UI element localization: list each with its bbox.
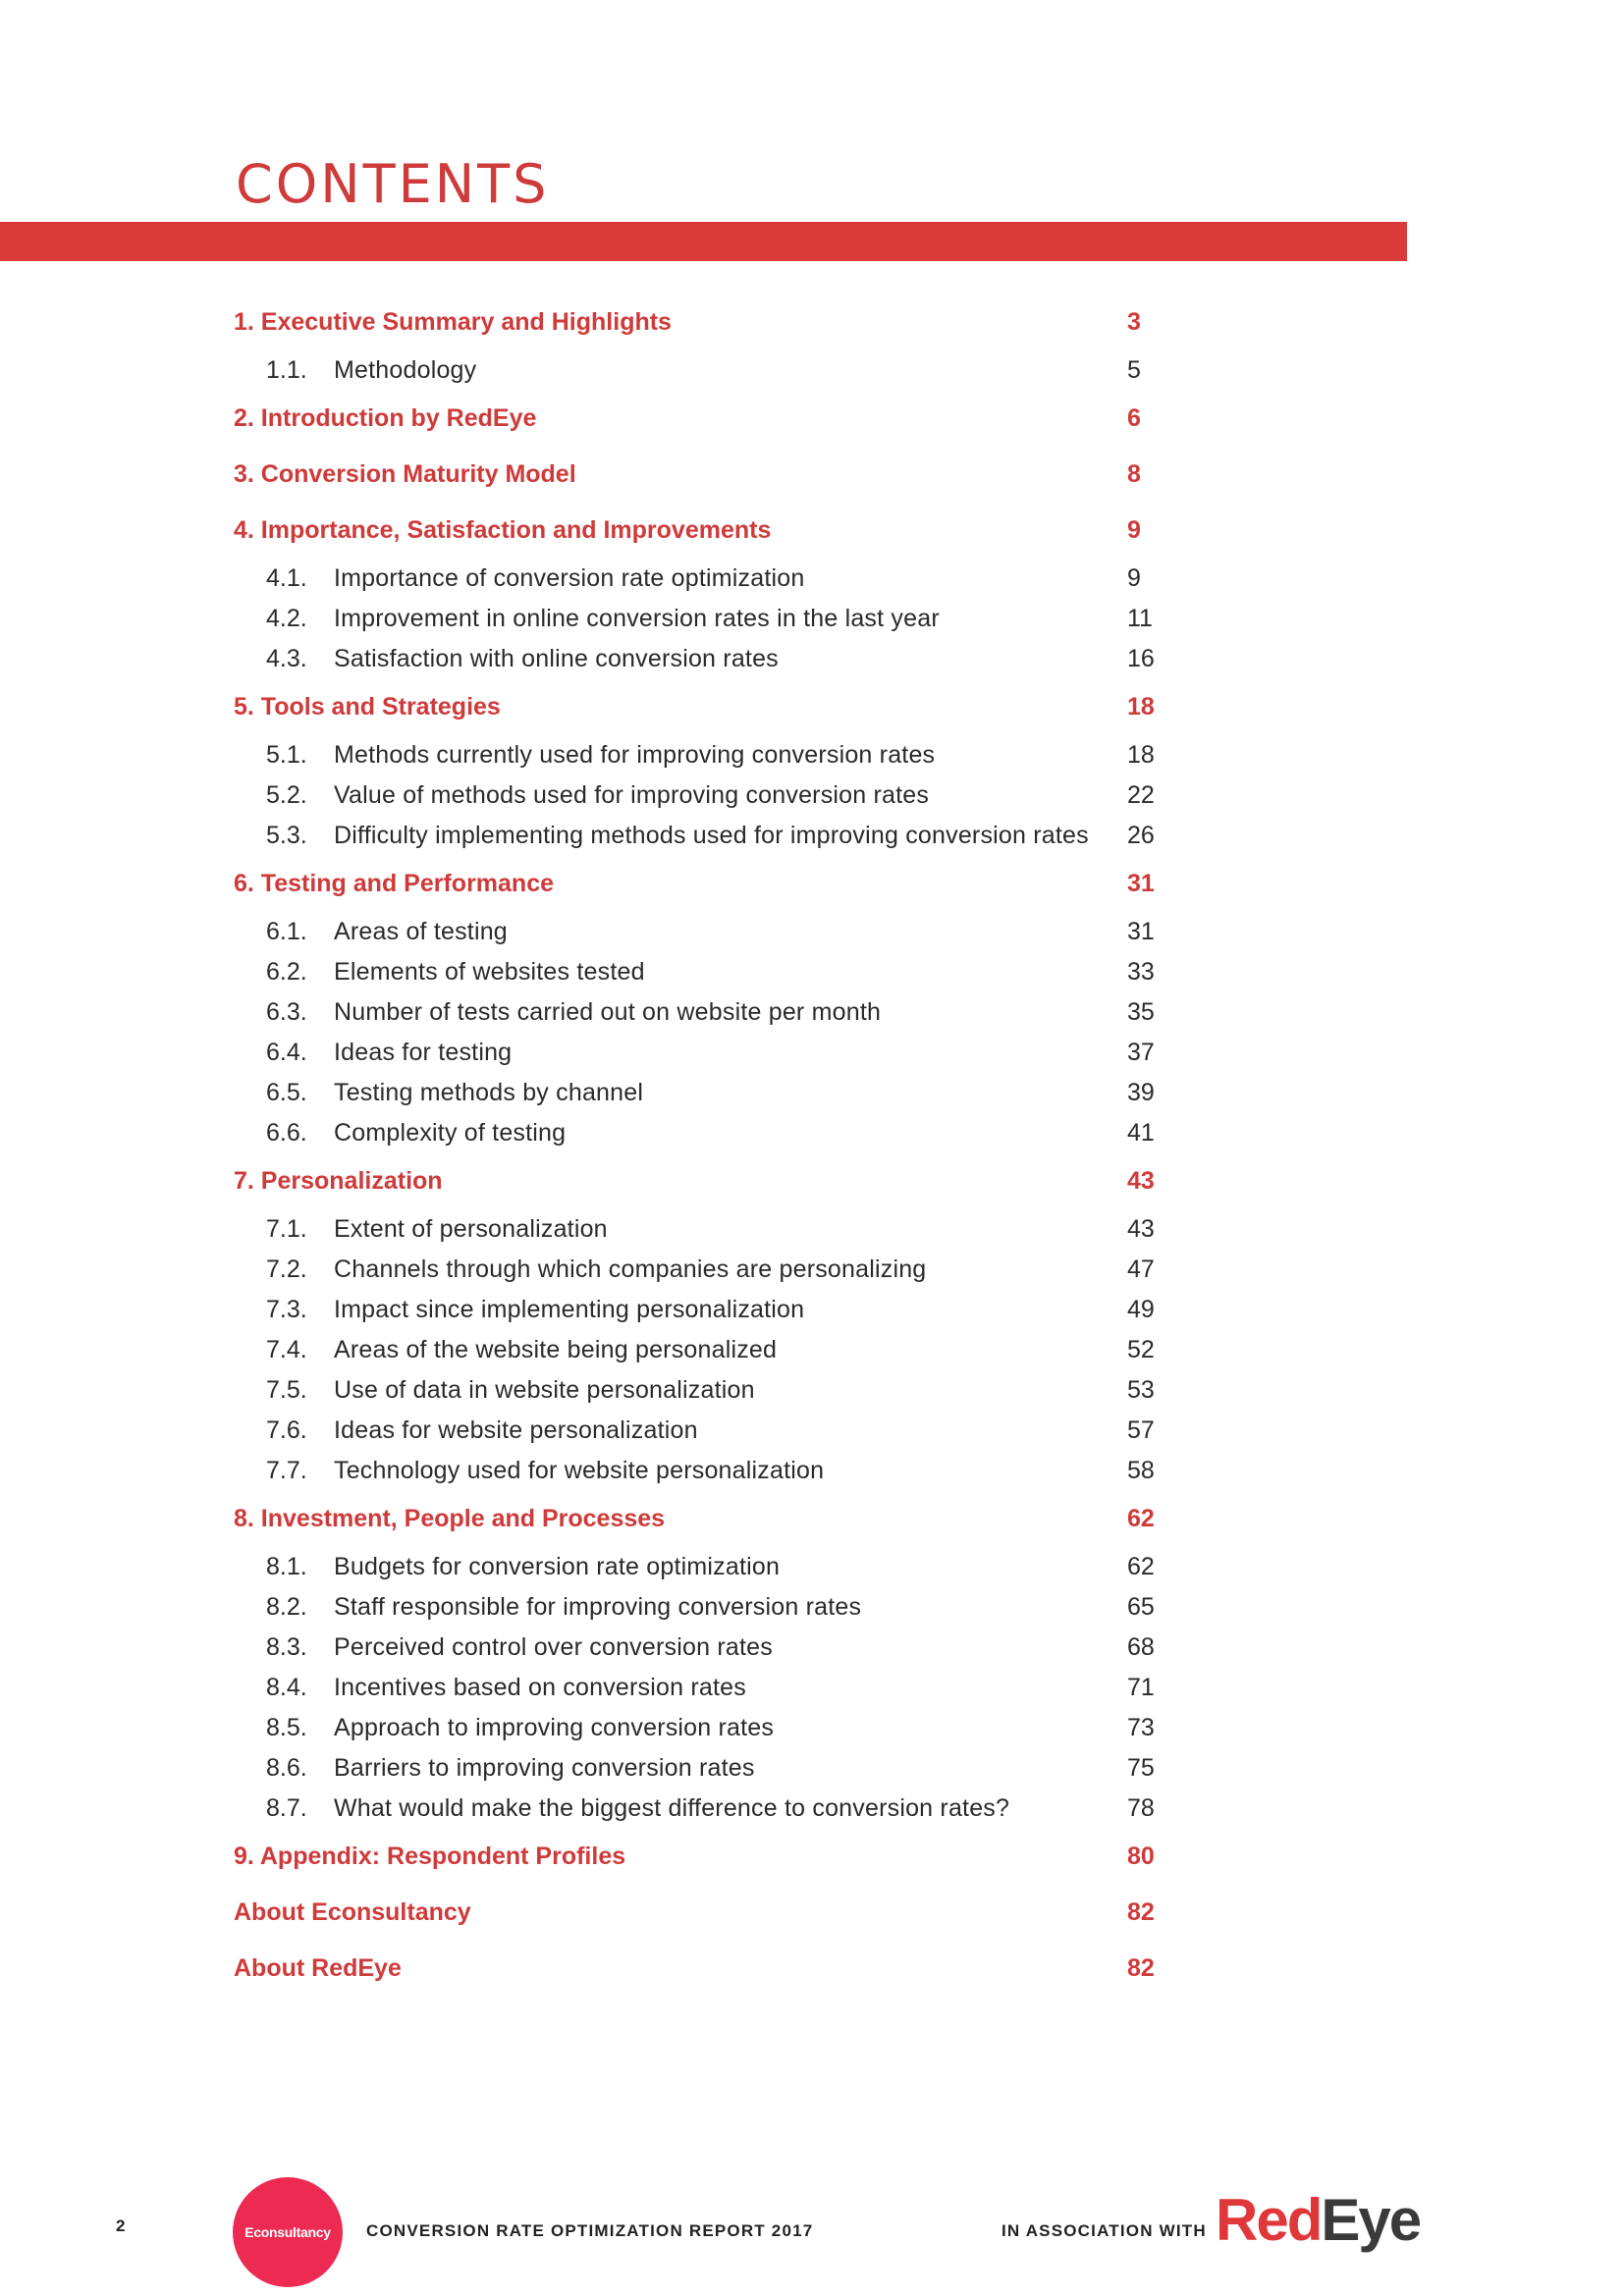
toc-entry-page: 18	[1127, 741, 1155, 769]
toc-entry-label: About RedEye	[234, 1954, 402, 1982]
toc-entry-label: Elements of websites tested	[334, 958, 645, 986]
toc-subsection-entry[interactable]	[0, 1370, 1624, 1410]
toc-subsection-entry[interactable]	[0, 816, 1624, 855]
toc-subsection-entry[interactable]	[0, 1290, 1624, 1329]
toc-entry-page: 68	[1127, 1633, 1155, 1661]
toc-entry-number: 6.6.	[266, 1119, 307, 1147]
toc-entry-label: 4. Importance, Satisfaction and Improvements	[234, 516, 772, 544]
toc-entry-label: 2. Introduction by RedEye	[234, 404, 537, 432]
toc-entry-number: 7.7.	[266, 1457, 307, 1484]
toc-entry-page: 75	[1127, 1754, 1155, 1782]
toc-entry-page: 31	[1127, 870, 1155, 897]
toc-entry-page: 65	[1127, 1593, 1155, 1621]
toc-entry-page: 47	[1127, 1255, 1155, 1283]
toc-entry-label: Number of tests carried out on website per month	[334, 998, 882, 1026]
toc-entry-number: 7.3.	[266, 1296, 307, 1323]
toc-subsection-entry[interactable]	[0, 912, 1624, 951]
toc-section-entry[interactable]	[0, 687, 1624, 726]
toc-entry-number: 8.7.	[266, 1794, 307, 1822]
toc-entry-label: Improvement in online conversion rates in the last year	[334, 605, 940, 632]
toc-entry-number: 7.5.	[266, 1376, 307, 1404]
toc-entry-page: 16	[1127, 645, 1155, 672]
toc-entry-page: 18	[1127, 693, 1155, 721]
toc-entry-label: 5. Tools and Strategies	[234, 693, 501, 721]
toc-entry-number: 8.5.	[266, 1714, 307, 1741]
toc-entry-number: 8.3.	[266, 1633, 307, 1661]
toc-entry-number: 4.2.	[266, 605, 307, 632]
toc-section-entry[interactable]	[0, 454, 1624, 494]
toc-entry-label: Methodology	[334, 356, 477, 384]
redeye-logo-red: Red	[1216, 2187, 1322, 2253]
toc-subsection-entry[interactable]	[0, 1033, 1624, 1072]
toc-entry-label: 7. Personalization	[234, 1167, 443, 1195]
toc-entry-number: 1.1.	[266, 356, 307, 384]
toc-entry-number: 6.2.	[266, 958, 307, 986]
toc-entry-number: 5.1.	[266, 741, 307, 769]
toc-entry-page: 39	[1127, 1079, 1155, 1106]
toc-entry-label: Technology used for website personalization	[334, 1457, 825, 1484]
toc-entry-label: Methods currently used for improving conversion rates	[334, 741, 936, 769]
toc-section-entry[interactable]	[0, 399, 1624, 438]
toc-subsection-entry[interactable]	[0, 1587, 1624, 1627]
toc-entry-label: Value of methods used for improving conversion rates	[334, 781, 930, 809]
toc-entry-label: Areas of the website being personalized	[334, 1336, 778, 1363]
toc-entry-number: 8.4.	[266, 1674, 307, 1701]
toc-subsection-entry[interactable]	[0, 1451, 1624, 1490]
title-divider-bar	[0, 222, 1407, 261]
toc-subsection-entry[interactable]	[0, 1668, 1624, 1707]
redeye-logo	[1216, 2187, 1421, 2253]
toc-subsection-entry[interactable]	[0, 559, 1624, 598]
toc-entry-page: 5	[1127, 356, 1141, 384]
toc-section-entry[interactable]	[0, 1837, 1624, 1876]
toc-entry-page: 78	[1127, 1794, 1155, 1822]
toc-entry-page: 82	[1127, 1898, 1155, 1926]
toc-entry-page: 58	[1127, 1457, 1155, 1484]
toc-subsection-entry[interactable]	[0, 1708, 1624, 1747]
toc-entry-label: Barriers to improving conversion rates	[334, 1754, 755, 1782]
toc-entry-page: 8	[1127, 460, 1141, 488]
toc-subsection-entry[interactable]	[0, 1411, 1624, 1450]
redeye-logo-dark: Eye	[1321, 2187, 1421, 2253]
toc-entry-page: 9	[1127, 564, 1141, 592]
toc-entry-number: 7.4.	[266, 1336, 307, 1363]
toc-entry-page: 3	[1127, 308, 1141, 336]
toc-entry-page: 35	[1127, 998, 1155, 1026]
toc-entry-number: 4.3.	[266, 645, 307, 672]
toc-entry-page: 49	[1127, 1296, 1155, 1323]
toc-subsection-entry[interactable]	[0, 1113, 1624, 1152]
toc-entry-number: 6.4.	[266, 1039, 307, 1066]
toc-entry-label: About Econsultancy	[234, 1898, 471, 1926]
toc-entry-number: 5.2.	[266, 781, 307, 809]
toc-entry-label: 9. Appendix: Respondent Profiles	[234, 1842, 626, 1870]
toc-entry-number: 4.1.	[266, 564, 307, 592]
toc-subsection-entry[interactable]	[0, 1209, 1624, 1249]
toc-entry-page: 57	[1127, 1416, 1155, 1444]
toc-subsection-entry[interactable]	[0, 639, 1624, 678]
toc-entry-page: 71	[1127, 1674, 1155, 1701]
toc-entry-label: 8. Investment, People and Processes	[234, 1505, 666, 1532]
toc-entry-page: 43	[1127, 1167, 1155, 1195]
toc-entry-page: 6	[1127, 404, 1141, 432]
toc-subsection-entry[interactable]	[0, 350, 1624, 390]
toc-entry-page: 73	[1127, 1714, 1155, 1741]
toc-entry-number: 5.3.	[266, 822, 307, 849]
toc-entry-number: 8.1.	[266, 1553, 307, 1580]
toc-entry-label: 3. Conversion Maturity Model	[234, 460, 576, 488]
toc-subsection-entry[interactable]	[0, 992, 1624, 1032]
toc-entry-label: Use of data in website personalization	[334, 1376, 755, 1404]
toc-entry-label: Areas of testing	[334, 918, 508, 945]
toc-entry-page: 9	[1127, 516, 1141, 544]
toc-subsection-entry[interactable]	[0, 1628, 1624, 1667]
toc-entry-label: Budgets for conversion rate optimization	[334, 1553, 781, 1580]
toc-entry-label: Impact since implementing personalization	[334, 1296, 805, 1323]
toc-section-entry[interactable]	[0, 864, 1624, 903]
toc-subsection-entry[interactable]	[0, 599, 1624, 638]
toc-entry-page: 22	[1127, 781, 1155, 809]
toc-entry-page: 53	[1127, 1376, 1155, 1404]
toc-entry-page: 82	[1127, 1954, 1155, 1982]
toc-entry-label: Testing methods by channel	[334, 1079, 644, 1106]
econsultancy-logo	[233, 2177, 343, 2287]
toc-entry-number: 8.2.	[266, 1593, 307, 1621]
toc-section-entry[interactable]	[0, 1893, 1624, 1932]
toc-subsection-entry[interactable]	[0, 952, 1624, 991]
toc-entry-label: Incentives based on conversion rates	[334, 1674, 746, 1701]
toc-entry-page: 80	[1127, 1842, 1155, 1870]
toc-entry-page: 62	[1127, 1505, 1155, 1532]
toc-subsection-entry[interactable]	[0, 1547, 1624, 1586]
toc-entry-label: Perceived control over conversion rates	[334, 1633, 773, 1661]
toc-entry-page: 52	[1127, 1336, 1155, 1363]
toc-entry-label: Staff responsible for improving conversion rates	[334, 1593, 862, 1621]
toc-entry-page: 33	[1127, 958, 1155, 986]
toc-subsection-entry[interactable]	[0, 1330, 1624, 1369]
toc-section-entry[interactable]	[0, 302, 1624, 342]
toc-subsection-entry[interactable]	[0, 775, 1624, 815]
toc-entry-label: Complexity of testing	[334, 1119, 567, 1147]
toc-entry-page: 26	[1127, 822, 1155, 849]
toc-entry-number: 6.1.	[266, 918, 307, 945]
toc-subsection-entry[interactable]	[0, 1073, 1624, 1112]
toc-entry-page: 11	[1127, 605, 1153, 632]
toc-entry-label: Channels through which companies are personalizing	[334, 1255, 927, 1283]
toc-entry-page: 31	[1127, 918, 1155, 945]
toc-entry-number: 7.2.	[266, 1255, 307, 1283]
toc-subsection-entry[interactable]	[0, 735, 1624, 774]
toc-section-entry[interactable]	[0, 510, 1624, 550]
toc-entry-label: Extent of personalization	[334, 1215, 608, 1243]
association-label: IN ASSOCIATION WITH	[1001, 2221, 1207, 2240]
toc-subsection-entry[interactable]	[0, 1789, 1624, 1828]
page-title: CONTENTS	[236, 153, 550, 215]
toc-entry-page: 43	[1127, 1215, 1155, 1243]
toc-subsection-entry[interactable]	[0, 1250, 1624, 1289]
toc-entry-number: 8.6.	[266, 1754, 307, 1782]
page-number: 2	[116, 2216, 126, 2235]
toc-entry-label: Approach to improving conversion rates	[334, 1714, 775, 1741]
toc-entry-page: 62	[1127, 1553, 1155, 1580]
toc-section-entry[interactable]	[0, 1161, 1624, 1201]
toc-entry-number: 6.5.	[266, 1079, 307, 1106]
toc-section-entry[interactable]	[0, 1499, 1624, 1538]
toc-entry-label: Ideas for testing	[334, 1039, 513, 1066]
toc-entry-label: Satisfaction with online conversion rates	[334, 645, 779, 672]
toc-entry-number: 7.6.	[266, 1416, 307, 1444]
toc-section-entry[interactable]	[0, 1949, 1624, 1988]
toc-entry-label: 1. Executive Summary and Highlights	[234, 308, 672, 336]
toc-entry-label: What would make the biggest difference to conversion rates?	[334, 1794, 1010, 1822]
toc-entry-label: Difficulty implementing methods used for improving conversion rates	[334, 822, 1089, 849]
report-title: CONVERSION RATE OPTIMIZATION REPORT 2017	[366, 2221, 814, 2240]
toc-entry-number: 6.3.	[266, 998, 307, 1026]
econsultancy-logo-text: Econsultancy	[244, 2224, 331, 2240]
toc-subsection-entry[interactable]	[0, 1748, 1624, 1788]
toc-entry-page: 41	[1127, 1119, 1155, 1147]
toc-entry-number: 7.1.	[266, 1215, 307, 1243]
toc-entry-label: 6. Testing and Performance	[234, 870, 555, 897]
toc-entry-label: Ideas for website personalization	[334, 1416, 698, 1444]
toc-entry-page: 37	[1127, 1039, 1155, 1066]
toc-entry-label: Importance of conversion rate optimization	[334, 564, 805, 592]
